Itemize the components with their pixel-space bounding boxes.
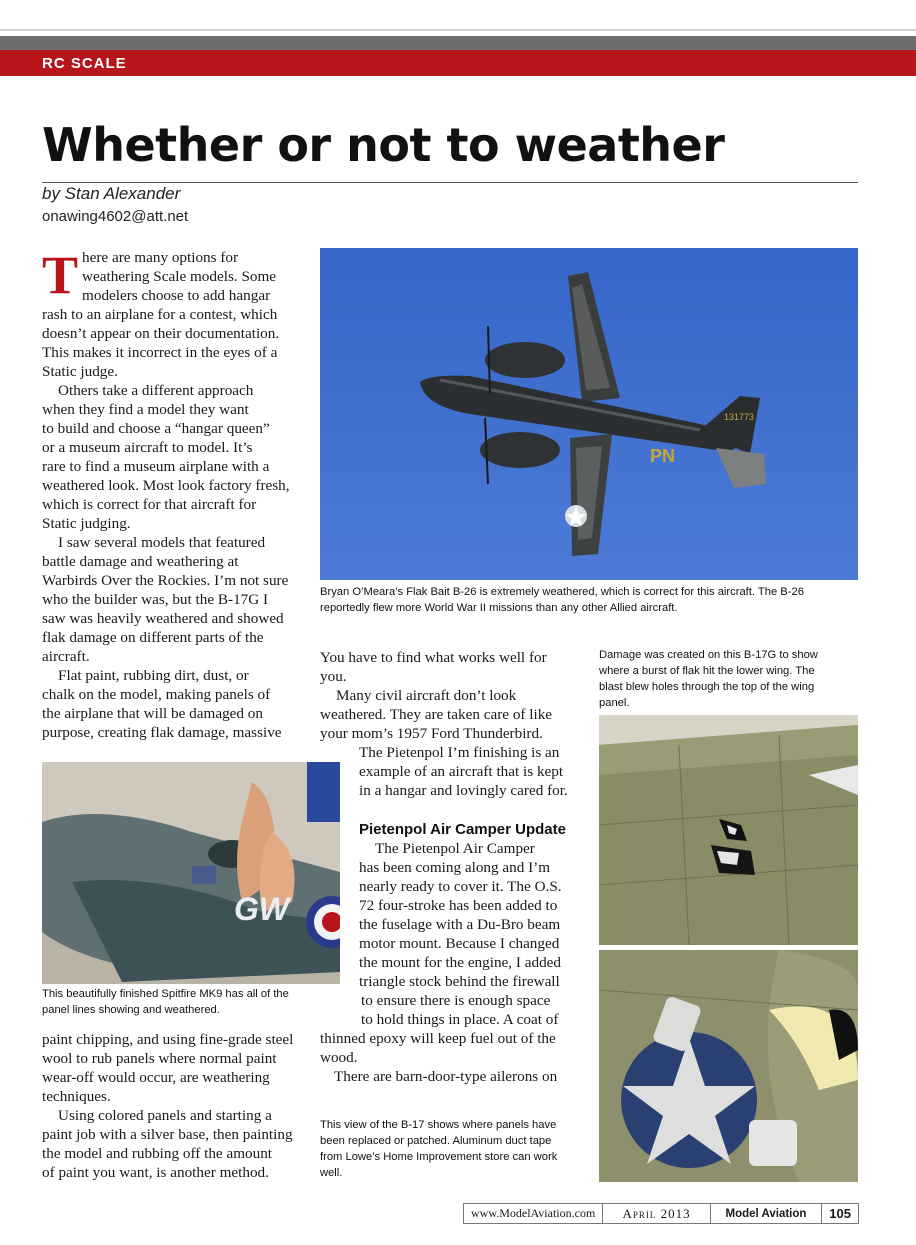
b17-panel-caption (320, 1117, 590, 1181)
text-line: nearly ready to cover it. The O.S. (359, 878, 562, 895)
text-line: battle damage and weathering at (42, 553, 239, 570)
header-red-bar (0, 50, 916, 76)
text-line: has been coming along and I’m (359, 859, 551, 876)
text-line: You have to find what works well for (320, 649, 547, 666)
b26-squadron-code: PN (650, 446, 676, 466)
text-line: Flat paint, rubbing dirt, dust, or (58, 667, 249, 684)
text-line: thinned epoxy will keep fuel out of the (320, 1030, 556, 1047)
text-line: doesn’t appear on their documentation. (42, 325, 280, 342)
drop-cap: T (42, 245, 79, 305)
text-line: Many civil aircraft don’t look (336, 687, 517, 704)
text-line: aircraft. (42, 648, 90, 665)
text-line: rash to an airplane for a contest, which (42, 306, 278, 323)
text-line: Warbirds Over the Rockies. I’m not sure (42, 572, 289, 589)
text-line: triangle stock behind the firewall (359, 973, 560, 990)
text-line: weathering Scale models. Some (82, 268, 277, 285)
caption-line: well. (320, 1167, 343, 1179)
spitfire-photo (42, 762, 340, 984)
text-line: This makes it incorrect in the eyes of a (42, 344, 278, 361)
caption-line: panel. (599, 697, 630, 709)
spitfire-caption (42, 986, 342, 1018)
caption-line: panel lines showing and weathered. (42, 1004, 220, 1016)
caption-line: blast blew holes through the top of the wing (599, 681, 815, 693)
text-line: your mom’s 1957 Ford Thunderbird. (320, 725, 543, 742)
text-line: who the builder was, but the B-17G I (42, 591, 269, 608)
caption-line: Bryan O’Meara’s Flak Bait B-26 is extremely weathered, which is correct for this aircraft. The B-26 (320, 586, 804, 598)
header-grey-bar (0, 36, 916, 50)
text-line: weathered look. Most look factory fresh, (42, 477, 290, 494)
author-email[interactable]: onawing4602@att.net (42, 208, 189, 225)
text-line: techniques. (42, 1088, 111, 1105)
text-line: Static judging. (42, 515, 131, 532)
caption-line: reportedly flew more World War II missions than any other Allied aircraft. (320, 602, 678, 614)
text-line: Using colored panels and starting a (58, 1107, 272, 1124)
text-line: Others take a different approach (58, 382, 254, 399)
caption-line: This view of the B-17 shows where panels have (320, 1119, 557, 1131)
caption-line: where a burst of flak hit the lower wing. The (599, 665, 815, 677)
b17-panel-photo (599, 950, 858, 1182)
b26-photo (320, 248, 858, 580)
page-footer (463, 1203, 859, 1224)
body-column-1-bottom (42, 1030, 297, 1182)
text-line: I saw several models that featured (58, 534, 266, 551)
text-line: which is correct for that aircraft for (42, 496, 257, 513)
text-line: to hold things in place. A coat of (361, 1011, 559, 1028)
body-column-1-top (42, 245, 297, 742)
section-subhead: Pietenpol Air Camper Update (359, 821, 566, 838)
text-line: to ensure there is enough space (361, 992, 551, 1009)
footer-url[interactable]: www.ModelAviation.com (464, 1204, 603, 1223)
text-line: to build and choose a “hangar queen” (42, 420, 270, 437)
text-line: the airplane that will be damaged on (42, 705, 263, 722)
footer-magazine: Model Aviation (711, 1204, 822, 1223)
b26-illustration (320, 248, 858, 580)
text-line: you. (320, 668, 347, 685)
top-rule (0, 29, 916, 31)
text-line: wear-off would occur, are weathering (42, 1069, 270, 1086)
text-line: wood. (320, 1049, 358, 1066)
caption-line: Damage was created on this B-17G to show (599, 649, 818, 661)
spitfire-code: GW (234, 891, 290, 927)
byline: by Stan Alexander (42, 184, 181, 203)
b26-caption (320, 584, 860, 616)
text-line: wool to rub panels where normal paint (42, 1050, 277, 1067)
text-line: There are barn-door-type ailerons on (334, 1068, 558, 1085)
caption-line: been replaced or patched. Aluminum duct tape (320, 1135, 552, 1147)
b17-wing-illustration (599, 715, 858, 945)
text-line: here are many options for (82, 249, 239, 266)
caption-line: This beautifully finished Spitfire MK9 has all of the (42, 988, 289, 1000)
text-line: modelers choose to add hangar (82, 287, 271, 304)
text-line: paint chipping, and using fine-grade steel (42, 1031, 294, 1048)
b17-wing-photo (599, 715, 858, 945)
text-line: rare to find a museum airplane with a (42, 458, 270, 475)
text-line: purpose, creating flak damage, massive (42, 724, 282, 741)
text-line: example of an aircraft that is kept (359, 763, 564, 780)
text-line: chalk on the model, making panels of (42, 686, 271, 703)
text-line: the model and rubbing off the amount (42, 1145, 273, 1162)
text-line: of paint you want, is another method. (42, 1164, 269, 1181)
b17-wing-caption (599, 647, 859, 711)
footer-date: April 2013 (603, 1204, 710, 1223)
spitfire-illustration (42, 762, 340, 984)
text-line: Static judge. (42, 363, 118, 380)
body-column-2-section (320, 820, 619, 1086)
title-rule (42, 182, 858, 183)
b26-serial: 131773 (724, 412, 755, 422)
text-line: when they find a model they want (42, 401, 249, 418)
text-line: paint job with a silver base, then painting (42, 1126, 293, 1143)
text-line: or a museum aircraft to model. It’s (42, 439, 253, 456)
b17-panel-illustration (599, 950, 858, 1182)
text-line: flak damage on different parts of the (42, 629, 264, 646)
page-number: 105 (829, 1206, 851, 1221)
body-column-2-top (320, 648, 580, 800)
text-line: the mount for the engine, I added (359, 954, 562, 971)
text-line: saw was heavily weathered and showed (42, 610, 284, 627)
text-line: in a hangar and lovingly cared for. (359, 782, 568, 799)
text-line: The Pietenpol I’m finishing is an (359, 744, 560, 761)
text-line: The Pietenpol Air Camper (375, 840, 535, 857)
section-label: RC SCALE (42, 55, 127, 72)
text-line: 72 four-stroke has been added to (359, 897, 558, 914)
article-title: Whether or not to weather (42, 118, 725, 172)
text-line: the fuselage with a Du-Bro beam (359, 916, 561, 933)
text-line: weathered. They are taken care of like (320, 706, 553, 723)
text-line: motor mount. Because I changed (359, 935, 560, 952)
caption-line: from Lowe’s Home Improvement store can work (320, 1151, 558, 1163)
